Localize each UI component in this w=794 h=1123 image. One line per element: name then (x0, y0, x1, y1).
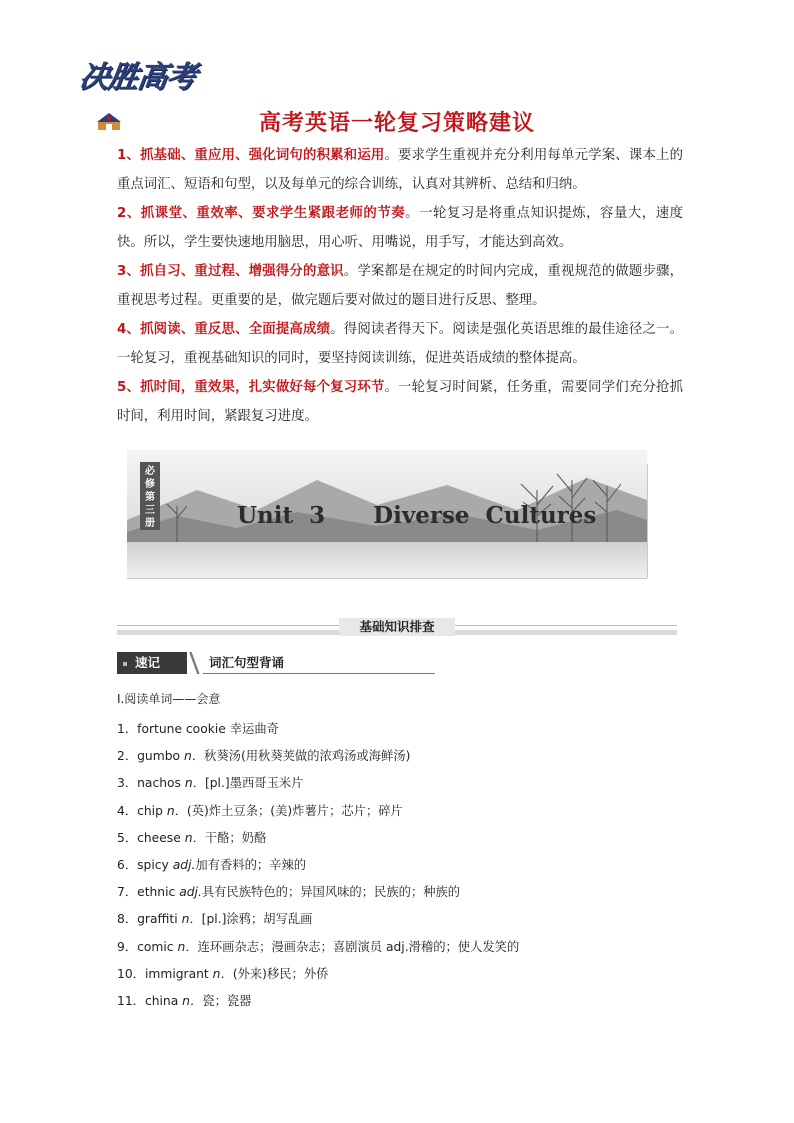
item-pos: n． (177, 939, 198, 954)
tip-highlight: 2、抓课堂、重效率、要求学生紧跟老师的节奏 (117, 206, 406, 221)
item-number: 3． (117, 776, 138, 791)
item-meaning: 秋葵汤(用秋葵荚做的浓鸡汤或海鲜汤) (204, 749, 411, 764)
item-meaning: (英)炸土豆条；(美)炸薯片；芯片；碎片 (186, 803, 403, 818)
item-number: 11． (117, 993, 145, 1008)
item-number: 9． (117, 939, 138, 954)
tip-paragraph (117, 141, 683, 199)
item-number: 10． (117, 966, 145, 981)
tip-body: 。一轮复习是将重点知识提炼，容量大，速度快。所以，学生要快速地用脑思，用心听、用嘴说，用手写，才能达到高效。 (117, 206, 683, 250)
volume-tag-char: 三 (145, 505, 155, 516)
list-item (117, 825, 677, 852)
item-meaning: 具有民族特色的；异国风味的；民族的；种族的 (201, 885, 461, 900)
item-number: 1． (117, 722, 138, 736)
logo-brand-text: 决胜高考 (77, 60, 198, 95)
tip-highlight: 1、抓基础、重应用、强化词句的积累和运用 (117, 148, 385, 163)
tip-paragraph (117, 257, 683, 315)
list-item (117, 770, 677, 797)
item-pos: n． (183, 749, 205, 764)
unit-title: Unit 3 Diverse Cultures (237, 502, 597, 529)
quick-title: 词汇句型背诵 (203, 652, 435, 674)
item-number: 4． (117, 803, 138, 818)
tip-body: 。学案都是在规定的时间内完成，重视规范的做题步骤，重视思考过程。更重要的是，做完题后要对做过的题目进行反思、整理。 (117, 264, 683, 308)
subsection-heading: Ⅰ.阅读单词——会意 (117, 692, 221, 706)
tip-body: 。一轮复习时间紧，任务重，需要同学们充分抢抓时间，利用时间，紧跟复习进度。 (117, 380, 683, 424)
tip-body: 。得阅读者得天下。阅读是强化英语思维的最佳途径之一。一轮复习，重视基础知识的同时，要坚持阅读训练，促进英语成绩的整体提高。 (117, 322, 683, 366)
item-pos: n． (166, 803, 187, 818)
item-pos: adj. (179, 885, 202, 900)
item-pos: adj. (172, 857, 196, 872)
item-meaning: 连环画杂志；漫画杂志；喜剧演员 adj.滑稽的；使人发笑的 (197, 939, 520, 954)
bullet-icon (123, 662, 127, 666)
list-item (117, 879, 677, 906)
volume-tag-char: 修 (145, 479, 155, 490)
item-pos: n． (212, 966, 233, 981)
list-item (117, 961, 677, 988)
item-meaning: [pl.]涂鸦；胡写乱画 (201, 912, 313, 927)
list-item (117, 988, 677, 1015)
item-meaning: 干酪；奶酪 (204, 830, 267, 845)
list-item (117, 852, 677, 879)
vocab-list (117, 716, 677, 1015)
volume-tag (140, 462, 160, 530)
item-word: comic (137, 939, 178, 954)
page-title: 高考英语一轮复习策略建议 (258, 111, 535, 136)
item-meaning: 瓷；瓷器 (202, 993, 252, 1008)
slash-divider-icon (189, 652, 201, 674)
item-word: cheese (137, 830, 185, 845)
section-header (117, 618, 677, 636)
tip-highlight: 4、抓阅读、重反思、全面提高成绩 (117, 322, 331, 337)
item-pos: n． (181, 912, 202, 927)
item-word: spicy (137, 857, 173, 872)
item-word: fortune cookie (137, 722, 230, 736)
tip-paragraph (117, 199, 683, 257)
item-number: 7． (117, 885, 138, 900)
item-pos: n． (182, 993, 203, 1008)
tip-body: 。要求学生重视并充分利用每单元学案、课本上的重点词汇、短语和句型，以及每单元的综合训练，认真对其辨析、总结和归纳。 (117, 148, 683, 192)
item-meaning: 加有香料的；辛辣的 (195, 857, 307, 872)
tip-highlight: 3、抓自习、重过程、增强得分的意识 (117, 264, 344, 279)
tip-highlight: 5、抓时间，重效果，扎实做好每个复习环节 (117, 380, 385, 395)
item-pos: n． (184, 776, 205, 791)
list-item (117, 906, 677, 933)
tip-paragraph (117, 373, 683, 431)
item-number: 5． (117, 830, 138, 845)
section-title: 基础知识排查 (339, 618, 455, 636)
item-word: ethnic (137, 885, 180, 900)
item-number: 6． (117, 857, 138, 872)
list-item (117, 934, 677, 961)
item-meaning: (外来)移民；外侨 (232, 966, 329, 981)
item-word: china (144, 993, 183, 1008)
quick-label: 速记 (135, 655, 161, 670)
item-word: immigrant (144, 966, 213, 981)
quick-label-box (117, 652, 187, 674)
item-word: graffiti (137, 912, 182, 927)
item-meaning: 幸运曲奇 (229, 722, 279, 736)
item-meaning: [pl.]墨西哥玉米片 (204, 776, 304, 791)
item-word: chip (137, 803, 167, 818)
strategy-tips (117, 141, 683, 431)
quick-memo-header (117, 652, 435, 676)
item-number: 2． (117, 749, 138, 764)
list-item (117, 716, 677, 743)
item-number: 8． (117, 912, 138, 927)
list-item (117, 743, 677, 770)
list-item (117, 798, 677, 825)
item-pos: n． (184, 830, 205, 845)
volume-tag-char: 册 (145, 518, 155, 529)
volume-tag-char: 必 (145, 466, 155, 477)
tip-paragraph (117, 315, 683, 373)
item-word: nachos (137, 776, 185, 791)
volume-tag-char: 第 (145, 492, 155, 503)
item-word: gumbo (137, 749, 184, 764)
